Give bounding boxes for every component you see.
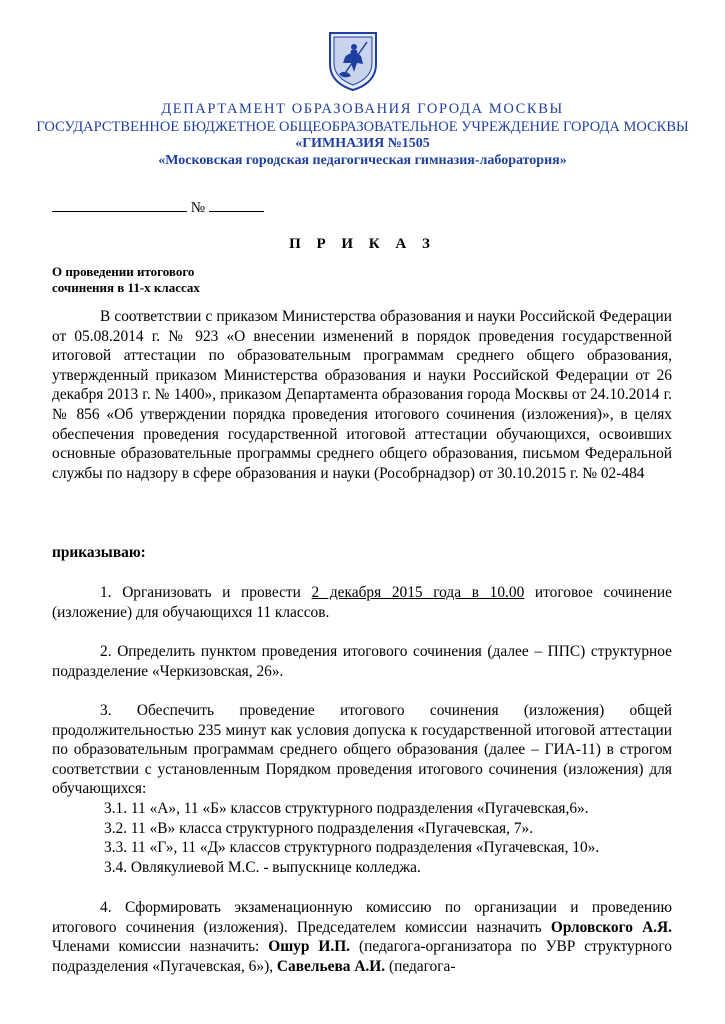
preamble-text: В соответствии с приказом Министерства образования и науки Российской Федерации от 05.08.2014 г. № 923 «О внесении изменений в порядок проведения государственной итоговой аттестации по образовательным программам среднего общего образования, утвержденный приказом Министерства образования и науки Российской Федерации от 26 декабря 2013 г. № 1400», приказом Департамента образования города Москвы от 24.10.2014 г. № 856 «Об утверждении порядка проведения итогового сочинения (изложения)», в целях обеспечения проведения государственной итоговой аттестации обучающихся, освоивших основные образовательные программы среднего общего образования, письмом Федеральной службы по надзору в сфере образования и науки (Рособрнадзор) от 30.10.2015 г. № 02-484 <box>52 308 672 482</box>
subject-line: сочинения в 11-х классах <box>52 280 200 295</box>
exam-date: 2 декабря 2015 года в 10.00 <box>311 584 525 601</box>
item-text: (педагога- <box>388 957 456 975</box>
preamble-paragraph <box>52 307 672 483</box>
document-title: П Р И К А З <box>289 236 436 252</box>
item-text: Сформировать экзаменационную комиссию по организации и проведению итогового сочинения (изложения). Председателем комиссии назначить <box>52 899 672 936</box>
item-4 <box>52 898 672 976</box>
item-1 <box>52 583 672 622</box>
order-number-line <box>52 197 264 217</box>
item-text: итоговое сочинение (изложение) для обучающихся 11 классов. <box>52 584 672 621</box>
school-full-name: «Московская городская педагогическая гимназия-лаборатория» <box>158 153 567 168</box>
item-text: Организовать и провести <box>122 584 301 601</box>
item-number: 1. <box>100 584 112 601</box>
order-subject <box>52 264 200 296</box>
department-heading: ДЕПАРТАМЕНТ ОБРАЗОВАНИЯ ГОРОДА МОСКВЫ <box>161 101 564 117</box>
subitem-3-3: 3.3. 11 «Г», 11 «Д» классов структурного подразделения «Пугачевская, 10». <box>104 839 600 856</box>
item-text: Обеспечить проведение итогового сочинения (изложения) общей продолжительностью 235 минут как условия допуска к государственной итоговой аттестации по образовательным программам среднего общего образования (далее – ГИА-11) в строгом соответствии с установленным Порядком проведения итогового сочинения (изложения) для обучающихся: <box>52 702 672 798</box>
item-2 <box>52 642 672 681</box>
moscow-coat-of-arms-icon <box>327 30 379 92</box>
item-3 <box>52 701 672 799</box>
item-number: 3. <box>100 702 112 719</box>
chairman-name: Орловского А.Я. <box>550 918 672 936</box>
item-text: (педагога-организатора по УВР структурного подразделения «Пугачевская, 6»), <box>52 938 672 975</box>
number-blank <box>209 197 264 212</box>
item-number: 2. <box>100 643 112 660</box>
subitem-3-4: 3.4. Овлякулиевой М.С. - выпускнице колледжа. <box>104 859 421 876</box>
institution-heading: ГОСУДАРСТВЕННОЕ БЮДЖЕТНОЕ ОБЩЕОБРАЗОВАТЕЛЬНОЕ УЧРЕЖДЕНИЕ ГОРОДА МОСКВЫ <box>36 119 689 135</box>
date-blank <box>52 197 187 212</box>
number-sign: № <box>190 200 206 216</box>
member-name: Ошур И.П. <box>268 938 351 956</box>
decree-word: приказываю: <box>52 544 146 561</box>
item-text: Определить пунктом проведения итогового сочинения (далее – ППС) структурное подразделение «Черкизовская, 26». <box>52 643 672 680</box>
subject-line: О проведении итогового <box>52 264 195 279</box>
subitem-3-2: 3.2. 11 «В» класса структурного подразделения «Пугачевская, 7». <box>104 820 534 837</box>
subitem-3-1: 3.1. 11 «А», 11 «Б» классов структурного подразделения «Пугачевская,6». <box>104 800 589 817</box>
item-number: 4. <box>100 899 112 916</box>
school-heading: «ГИМНАЗИЯ №1505 <box>295 136 430 151</box>
member-name: Савельева А.И. <box>276 957 386 975</box>
item-text: Членами комиссии назначить: <box>52 938 260 956</box>
